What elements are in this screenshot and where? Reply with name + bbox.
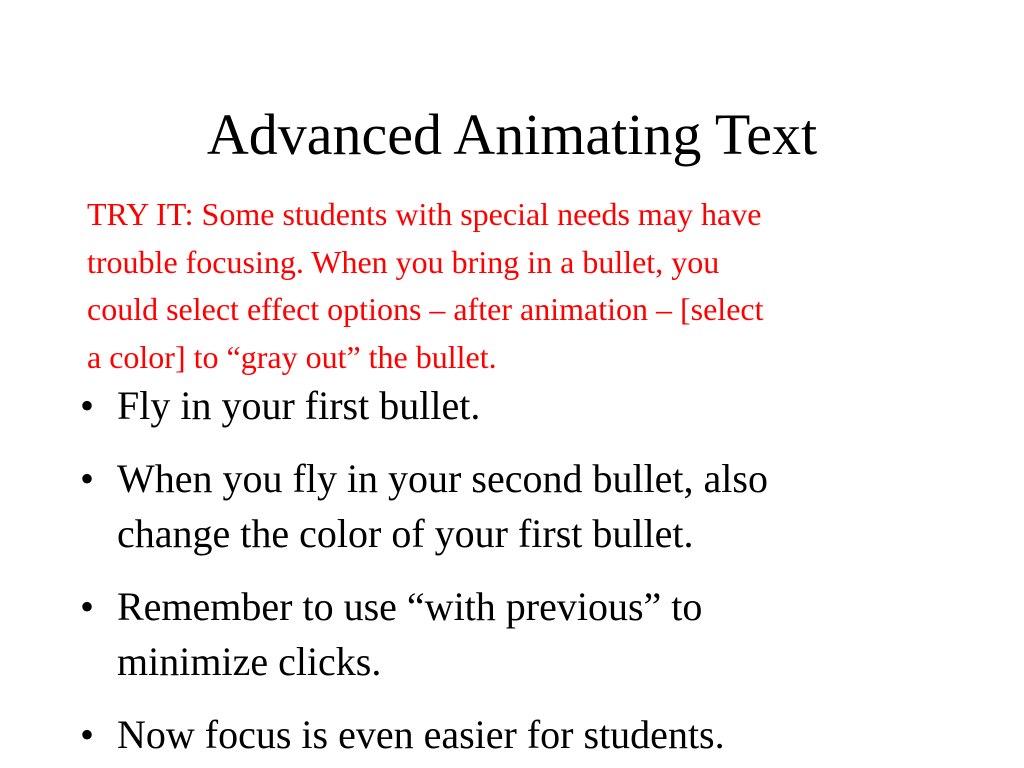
bullet-item bbox=[80, 579, 980, 689]
bullet-text: When you fly in your second bullet, also bbox=[117, 456, 768, 501]
bullet-text: change the color of your first bullet. bbox=[117, 511, 694, 556]
try-it-note bbox=[87, 191, 947, 381]
bullet-marker: • bbox=[80, 456, 95, 501]
note-line: TRY IT: Some students with special needs may have bbox=[87, 196, 762, 232]
bullet-text: Remember to use “with previous” to bbox=[117, 584, 703, 629]
bullet-text: minimize clicks. bbox=[117, 639, 382, 684]
bullet-item bbox=[80, 378, 980, 433]
bullet-marker: • bbox=[80, 383, 95, 428]
note-line: a color] to “gray out” the bullet. bbox=[87, 338, 497, 375]
bullet-marker: • bbox=[80, 712, 95, 757]
bullet-list bbox=[80, 378, 980, 762]
bullet-item bbox=[80, 707, 980, 762]
bullet-marker: • bbox=[80, 584, 95, 629]
bullet-text: Now focus is even easier for students. bbox=[117, 712, 725, 757]
bullet-item bbox=[80, 451, 980, 561]
note-line: could select effect options – after animation – [select bbox=[87, 291, 764, 327]
bullet-text: Fly in your first bullet. bbox=[117, 383, 481, 428]
note-line: trouble focusing. When you bring in a bullet, you bbox=[87, 243, 720, 280]
slide-title: Advanced Animating Text bbox=[206, 102, 818, 167]
